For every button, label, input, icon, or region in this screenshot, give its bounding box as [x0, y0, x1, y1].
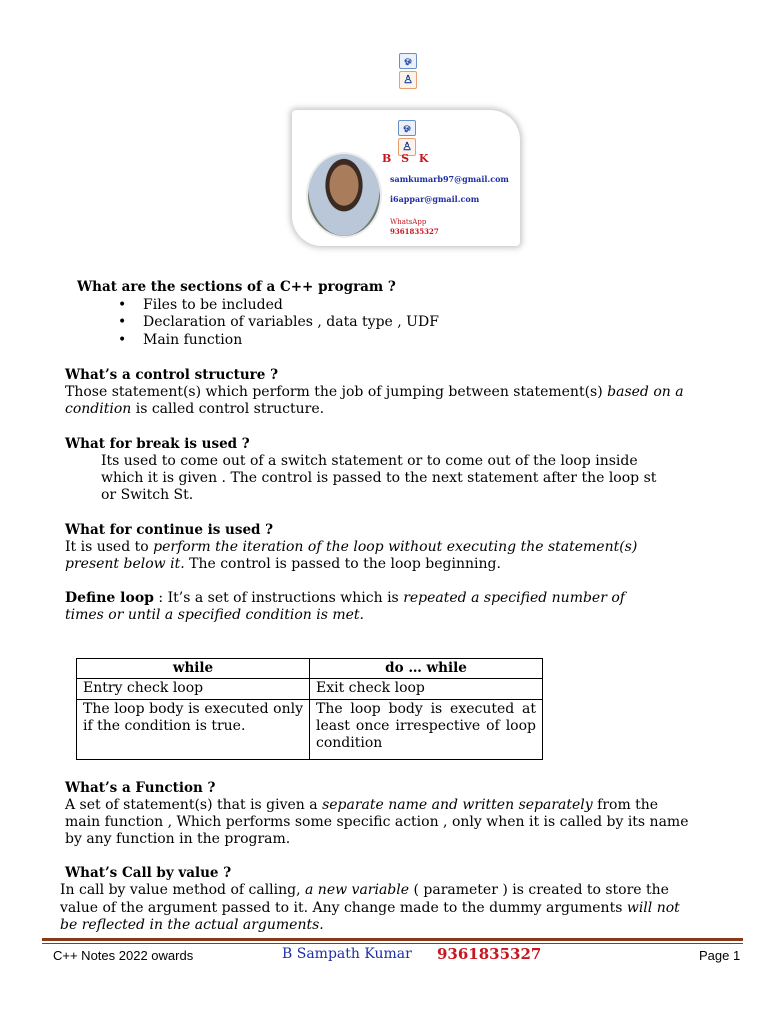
function-line-1: A set of statement(s) that is given a separate name and written separately from the — [65, 797, 659, 813]
card-email-1: samkumarb97@gmail.com — [390, 174, 509, 184]
table-row — [77, 699, 543, 759]
footer-divider — [42, 938, 743, 941]
logo-icon: ஓ ♙ — [399, 53, 417, 87]
call-by-value-line-1: In call by value method of calling, a new variable ( parameter ) is created to store the — [60, 882, 669, 898]
table-cell: The loop body is executed only if the condition is true. — [77, 699, 310, 759]
card-name: B S K — [382, 152, 432, 165]
footer-page-number: Page 1 — [699, 948, 741, 963]
define-loop-line-1: Define loop : It’s a set of instructions which is repeated a specified number of — [65, 590, 625, 606]
footer-divider-thin — [42, 943, 743, 944]
footer-left-text: C++ Notes 2022 owards — [53, 948, 194, 963]
continue-line-1: It is used to perform the iteration of the loop without executing the statement(s) — [65, 539, 638, 555]
list-item: • Declaration of variables , data type , UDF — [118, 314, 439, 331]
heading-function: What’s a Function ? — [65, 780, 216, 796]
heading-break: What for break is used ? — [65, 436, 250, 452]
card-email-2: i6appar@gmail.com — [390, 194, 480, 204]
table-cell: The loop body is executed at least once irrespective of loop condition — [310, 699, 543, 759]
table-cell: Entry check loop — [77, 679, 310, 699]
function-line-3: by any function in the program. — [65, 831, 291, 847]
call-by-value-line-3: be reflected in the actual arguments. — [60, 917, 324, 933]
sections-list — [118, 297, 439, 349]
card-whatsapp-label: WhatsApp — [390, 218, 427, 226]
card-logo-icon: ஓ ♙ — [398, 120, 416, 154]
control-structure-line-1: Those statement(s) which perform the job of jumping between statement(s) based on a — [65, 384, 684, 400]
table-header-while: while — [77, 659, 310, 679]
break-line-1: Its used to come out of a switch statement or to come out of the loop inside — [101, 453, 638, 469]
define-loop-line-2: times or until a specified condition is met. — [65, 607, 364, 623]
heading-sections: What are the sections of a C++ program ? — [77, 279, 396, 295]
break-line-2: which it is given . The control is passed to the next statement after the loop st — [101, 470, 657, 486]
footer-author: B Sampath Kumar — [282, 946, 412, 962]
control-structure-line-2: condition is called control structure. — [65, 401, 325, 417]
heading-continue: What for continue is used ? — [65, 522, 274, 538]
heading-call-by-value: What’s Call by value ? — [65, 865, 232, 881]
footer-phone: 9361835327 — [437, 945, 542, 963]
while-vs-do-while-table — [76, 658, 543, 760]
card-whatsapp-number: 9361835327 — [390, 227, 439, 236]
table-header-do-while: do … while — [310, 659, 543, 679]
business-card — [292, 110, 520, 246]
profile-photo — [308, 154, 380, 236]
continue-line-2: present below it. The control is passed to the loop beginning. — [65, 556, 501, 572]
list-item: • Main function — [118, 332, 439, 349]
call-by-value-line-2: value of the argument passed to it. Any change made to the dummy arguments will not — [60, 900, 680, 916]
table-row — [77, 679, 543, 699]
heading-control-structure: What’s a control structure ? — [65, 367, 278, 383]
define-loop-label: Define loop — [65, 590, 154, 606]
function-line-2: main function , Which performs some specific action , only when it is called by its name — [65, 814, 689, 830]
list-item: • Files to be included — [118, 297, 439, 314]
table-cell: Exit check loop — [310, 679, 543, 699]
break-line-3: or Switch St. — [101, 487, 194, 503]
